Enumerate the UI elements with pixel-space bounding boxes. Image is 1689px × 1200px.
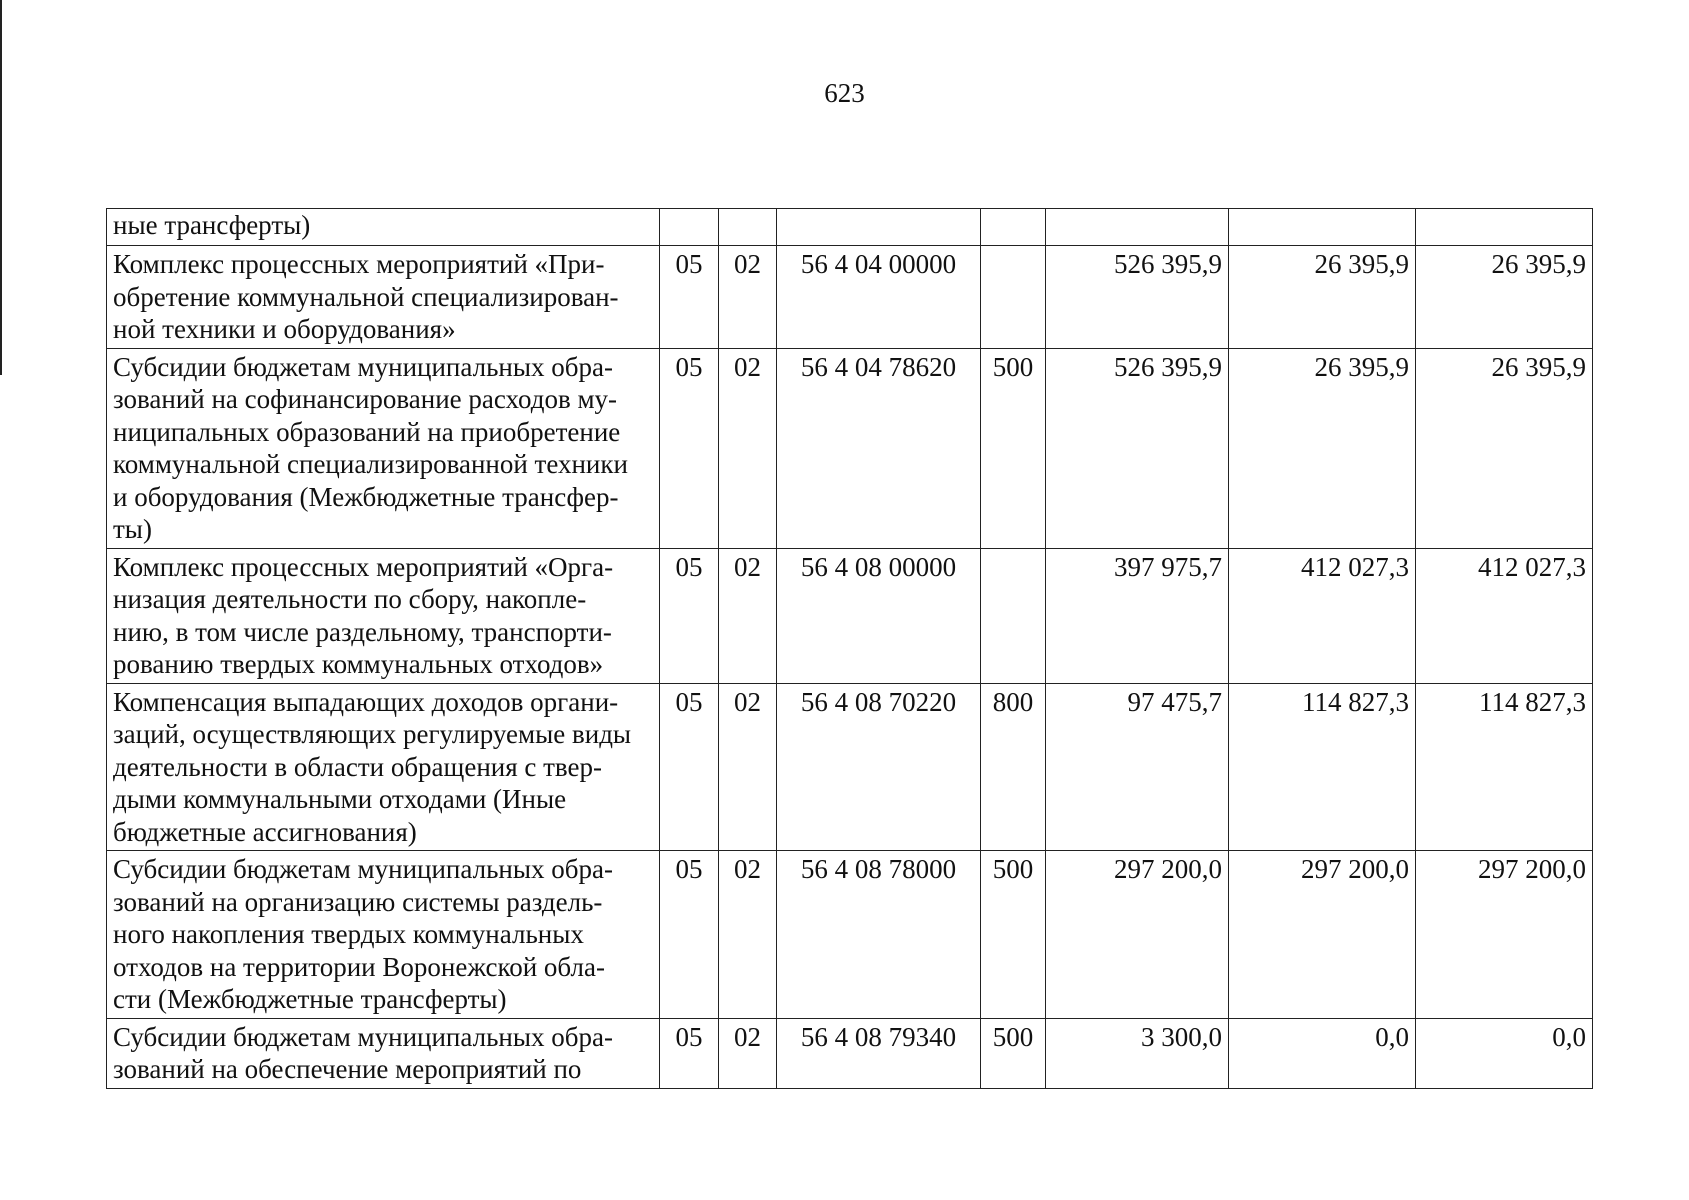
row-amount-year-2: 0,0	[1229, 1018, 1416, 1088]
row-amount-year-3: 412 027,3	[1416, 548, 1593, 683]
row-amount-year-1	[1046, 209, 1229, 246]
row-section: 05	[660, 851, 719, 1019]
page-number: 623	[824, 78, 865, 108]
row-section: 05	[660, 1018, 719, 1088]
row-amount-year-1: 297 200,0	[1046, 851, 1229, 1019]
row-target-article: 56 4 04 00000	[777, 246, 981, 349]
row-section: 05	[660, 246, 719, 349]
row-amount-year-2: 297 200,0	[1229, 851, 1416, 1019]
table-row	[107, 548, 1593, 683]
table-row	[107, 348, 1593, 548]
table-row	[107, 683, 1593, 851]
row-amount-year-2: 114 827,3	[1229, 683, 1416, 851]
row-amount-year-1: 97 475,7	[1046, 683, 1229, 851]
row-section: 05	[660, 683, 719, 851]
row-amount-year-2: 412 027,3	[1229, 548, 1416, 683]
row-section: 05	[660, 348, 719, 548]
row-amount-year-1: 3 300,0	[1046, 1018, 1229, 1088]
table-row	[107, 851, 1593, 1019]
row-name: ные трансферты)	[107, 209, 660, 246]
row-name: Субсидии бюджетам муниципальных обра- зований на обеспечение мероприятий по	[107, 1018, 660, 1088]
row-section: 05	[660, 548, 719, 683]
row-name: Компенсация выпадающих доходов органи- заций, осуществляющих регулируемые виды деятельности в области обращения с твер- дыми коммунальными отходами (Иные бюджетные ассигнования)	[107, 683, 660, 851]
row-expense-type: 800	[981, 683, 1046, 851]
row-target-article: 56 4 08 79340	[777, 1018, 981, 1088]
row-subsection: 02	[719, 348, 777, 548]
scan-edge-mark	[0, 0, 2, 375]
row-amount-year-3: 114 827,3	[1416, 683, 1593, 851]
row-expense-type	[981, 548, 1046, 683]
row-target-article: 56 4 08 00000	[777, 548, 981, 683]
row-amount-year-3	[1416, 209, 1593, 246]
row-expense-type	[981, 246, 1046, 349]
table-row	[107, 209, 1593, 246]
row-amount-year-2	[1229, 209, 1416, 246]
row-amount-year-3: 297 200,0	[1416, 851, 1593, 1019]
row-amount-year-3: 26 395,9	[1416, 246, 1593, 349]
row-amount-year-1: 526 395,9	[1046, 348, 1229, 548]
row-section	[660, 209, 719, 246]
row-name: Комплекс процессных мероприятий «Орга- низация деятельности по сбору, накопле- нию, в том числе раздельному, транспорти- рованию твердых коммунальных отходов»	[107, 548, 660, 683]
row-amount-year-2: 26 395,9	[1229, 246, 1416, 349]
row-expense-type: 500	[981, 1018, 1046, 1088]
row-expense-type	[981, 209, 1046, 246]
row-target-article: 56 4 04 78620	[777, 348, 981, 548]
row-subsection: 02	[719, 851, 777, 1019]
row-name: Комплекс процессных мероприятий «При- обретение коммунальной специализирован- ной техники и оборудования»	[107, 246, 660, 349]
row-expense-type: 500	[981, 348, 1046, 548]
row-target-article	[777, 209, 981, 246]
table-row	[107, 1018, 1593, 1088]
row-expense-type: 500	[981, 851, 1046, 1019]
row-subsection: 02	[719, 548, 777, 683]
row-target-article: 56 4 08 70220	[777, 683, 981, 851]
row-amount-year-3: 26 395,9	[1416, 348, 1593, 548]
row-subsection: 02	[719, 683, 777, 851]
row-name: Субсидии бюджетам муниципальных обра- зований на организацию системы раздель- ного накопления твердых коммунальных отходов на территории Воронежской обла- сти (Межбюджетные трансферты)	[107, 851, 660, 1019]
row-subsection	[719, 209, 777, 246]
row-subsection: 02	[719, 246, 777, 349]
row-name: Субсидии бюджетам муниципальных обра- зований на софинансирование расходов му- ниципальных образований на приобретение коммунальной специализированной техники и оборудования (Межбюджетные трансфер- ты)	[107, 348, 660, 548]
budget-table	[106, 208, 1593, 1089]
table-row	[107, 246, 1593, 349]
row-target-article: 56 4 08 78000	[777, 851, 981, 1019]
row-subsection: 02	[719, 1018, 777, 1088]
row-amount-year-1: 397 975,7	[1046, 548, 1229, 683]
row-amount-year-2: 26 395,9	[1229, 348, 1416, 548]
row-amount-year-1: 526 395,9	[1046, 246, 1229, 349]
row-amount-year-3: 0,0	[1416, 1018, 1593, 1088]
